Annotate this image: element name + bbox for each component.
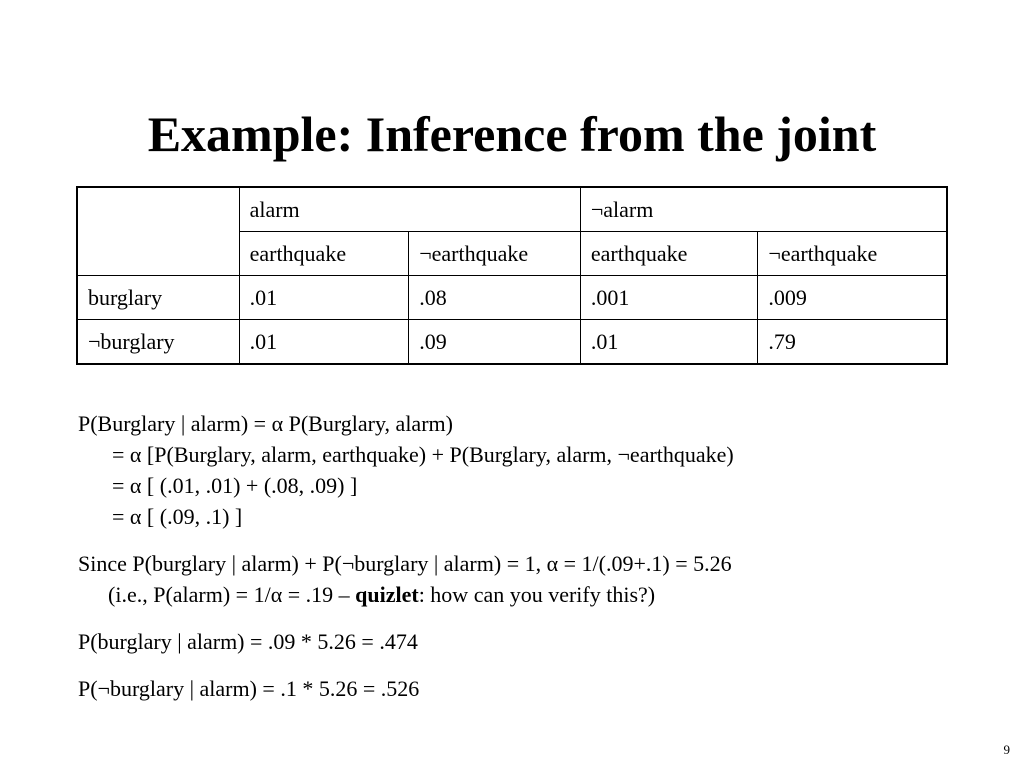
header-alarm: alarm bbox=[239, 187, 580, 232]
quizlet-line bbox=[78, 579, 978, 610]
header-not-alarm: ¬alarm bbox=[580, 187, 947, 232]
equation-line: P(Burglary | alarm) = α P(Burglary, alarm) bbox=[78, 411, 453, 436]
table-cell: .001 bbox=[580, 276, 758, 320]
result-line: P(¬burglary | alarm) = .1 * 5.26 = .526 bbox=[78, 676, 420, 701]
header-earthquake: earthquake bbox=[239, 232, 409, 276]
slide-title: Example: Inference from the joint bbox=[147, 106, 877, 162]
table-cell: .09 bbox=[409, 320, 581, 365]
table-row bbox=[77, 320, 947, 365]
table-header-row-1 bbox=[77, 187, 947, 232]
equation-line: = α [P(Burglary, alarm, earthquake) + P(Burglary, alarm, ¬earthquake) bbox=[112, 442, 734, 467]
table-cell: .01 bbox=[580, 320, 758, 365]
table-cell: .01 bbox=[239, 320, 409, 365]
table-corner-cell bbox=[77, 187, 239, 276]
quizlet-prefix: (i.e., P(alarm) = 1/α = .19 – bbox=[108, 582, 356, 607]
page-number: 9 bbox=[1003, 742, 1010, 757]
row-label: burglary bbox=[77, 276, 239, 320]
row-label: ¬burglary bbox=[77, 320, 239, 365]
equation-line: = α [ (.09, .1) ] bbox=[112, 504, 243, 529]
result-line: P(burglary | alarm) = .09 * 5.26 = .474 bbox=[78, 629, 418, 654]
table-cell: .009 bbox=[758, 276, 947, 320]
table-row bbox=[77, 276, 947, 320]
table-cell: .01 bbox=[239, 276, 409, 320]
quizlet-suffix: : how can you verify this?) bbox=[418, 582, 656, 607]
table-cell: .08 bbox=[409, 276, 581, 320]
joint-probability-table bbox=[76, 186, 948, 365]
table-cell: .79 bbox=[758, 320, 947, 365]
header-not-earthquake: ¬earthquake bbox=[409, 232, 581, 276]
header-not-earthquake: ¬earthquake bbox=[758, 232, 947, 276]
quizlet-label: quizlet bbox=[355, 582, 419, 607]
slide-body bbox=[78, 408, 978, 704]
normalization-line: Since P(burglary | alarm) + P(¬burglary | alarm) = 1, α = 1/(.09+.1) = 5.26 bbox=[78, 551, 732, 576]
equation-line: = α [ (.01, .01) + (.08, .09) ] bbox=[112, 473, 358, 498]
header-earthquake: earthquake bbox=[580, 232, 758, 276]
